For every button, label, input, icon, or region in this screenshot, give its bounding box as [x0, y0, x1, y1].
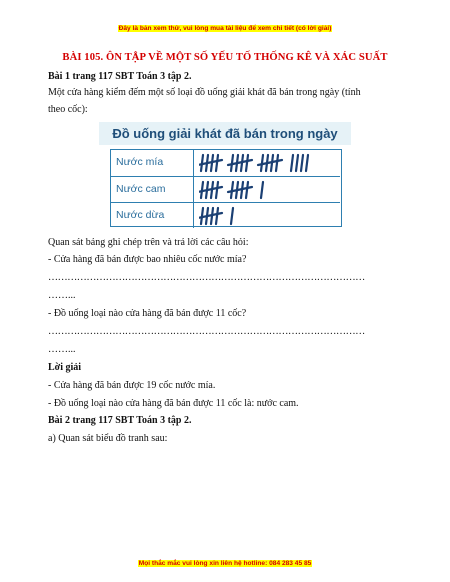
tally-stroke: [276, 155, 278, 171]
answer-line: ………………………………………………………………………………………: [48, 326, 365, 337]
tally-table-grid: [110, 149, 342, 227]
answer-line-end: ……...: [48, 344, 76, 355]
question-1: - Cửa hàng đã bán được bao nhiêu cốc nước mía?: [48, 254, 247, 265]
tally-stroke: [306, 155, 308, 171]
solution-answer-2: - Đồ uống loại nào cửa hàng đã bán được 11 cốc là: nước cam.: [48, 398, 299, 409]
tally-stroke: [216, 208, 218, 224]
tally-stroke: [231, 208, 233, 224]
solution-answer-1: - Cửa hàng đã bán được 19 cốc nước mía.: [48, 380, 216, 391]
tally-stroke: [246, 182, 248, 198]
tally-row-label: Nước mía: [116, 156, 164, 168]
tally-row-label: Nước cam: [116, 183, 166, 195]
tally-stroke: [301, 155, 303, 171]
solution-heading: Lời giải: [48, 362, 82, 373]
exercise1-intro-line2: theo cốc):: [48, 104, 88, 115]
exercise1-heading: Bài 1 trang 117 SBT Toán 3 tập 2.: [48, 71, 192, 82]
question-2: - Đồ uống loại nào cửa hàng đã bán được 11 cốc?: [48, 308, 247, 319]
exercise1-prompt: Quan sát bảng ghi chép trên và trả lời các câu hỏi:: [48, 237, 249, 248]
page-title: BÀI 105. ÔN TẬP VỀ MỘT SỐ YẾU TỐ THỐNG KÊ VÀ XÁC SUẤT: [62, 52, 388, 63]
preview-banner-text: Đây là bản xem thử, vui lòng mua tài liệu để xem chi tiết (có lời giải): [118, 25, 332, 32]
tally-row-label: Nước dừa: [116, 209, 165, 221]
answer-line-end: ……...: [48, 290, 76, 301]
tally-marks: [199, 205, 339, 227]
tally-stroke: [296, 155, 298, 171]
tally-table-title: Đồ uống giải khát đã bán trong ngày: [99, 122, 351, 145]
tally-marks: [199, 152, 339, 174]
tally-stroke: [291, 155, 293, 171]
tally-stroke: [261, 182, 263, 198]
exercise1-intro-line1: Một cửa hàng kiểm đếm một số loại đồ uống giải khát đã bán trong ngày (tính: [48, 87, 361, 98]
tally-row: [111, 176, 340, 202]
tally-row: [111, 202, 340, 228]
tally-stroke: [216, 155, 218, 171]
preview-banner: [0, 25, 450, 32]
hotline-banner-text: Mọi thắc mắc vui lòng xin liên hệ hotline: 084 283 45 85: [138, 560, 312, 567]
tally-row: [111, 150, 340, 175]
tally-stroke: [216, 182, 218, 198]
exercise2-heading: Bài 2 trang 117 SBT Toán 3 tập 2.: [48, 415, 192, 426]
answer-line: ………………………………………………………………………………………: [48, 272, 365, 283]
tally-stroke: [246, 155, 248, 171]
exercise2-part-a: a) Quan sát biểu đồ tranh sau:: [48, 433, 168, 444]
tally-table-image: [99, 122, 351, 229]
tally-marks: [199, 179, 339, 201]
hotline-banner: [0, 560, 450, 567]
